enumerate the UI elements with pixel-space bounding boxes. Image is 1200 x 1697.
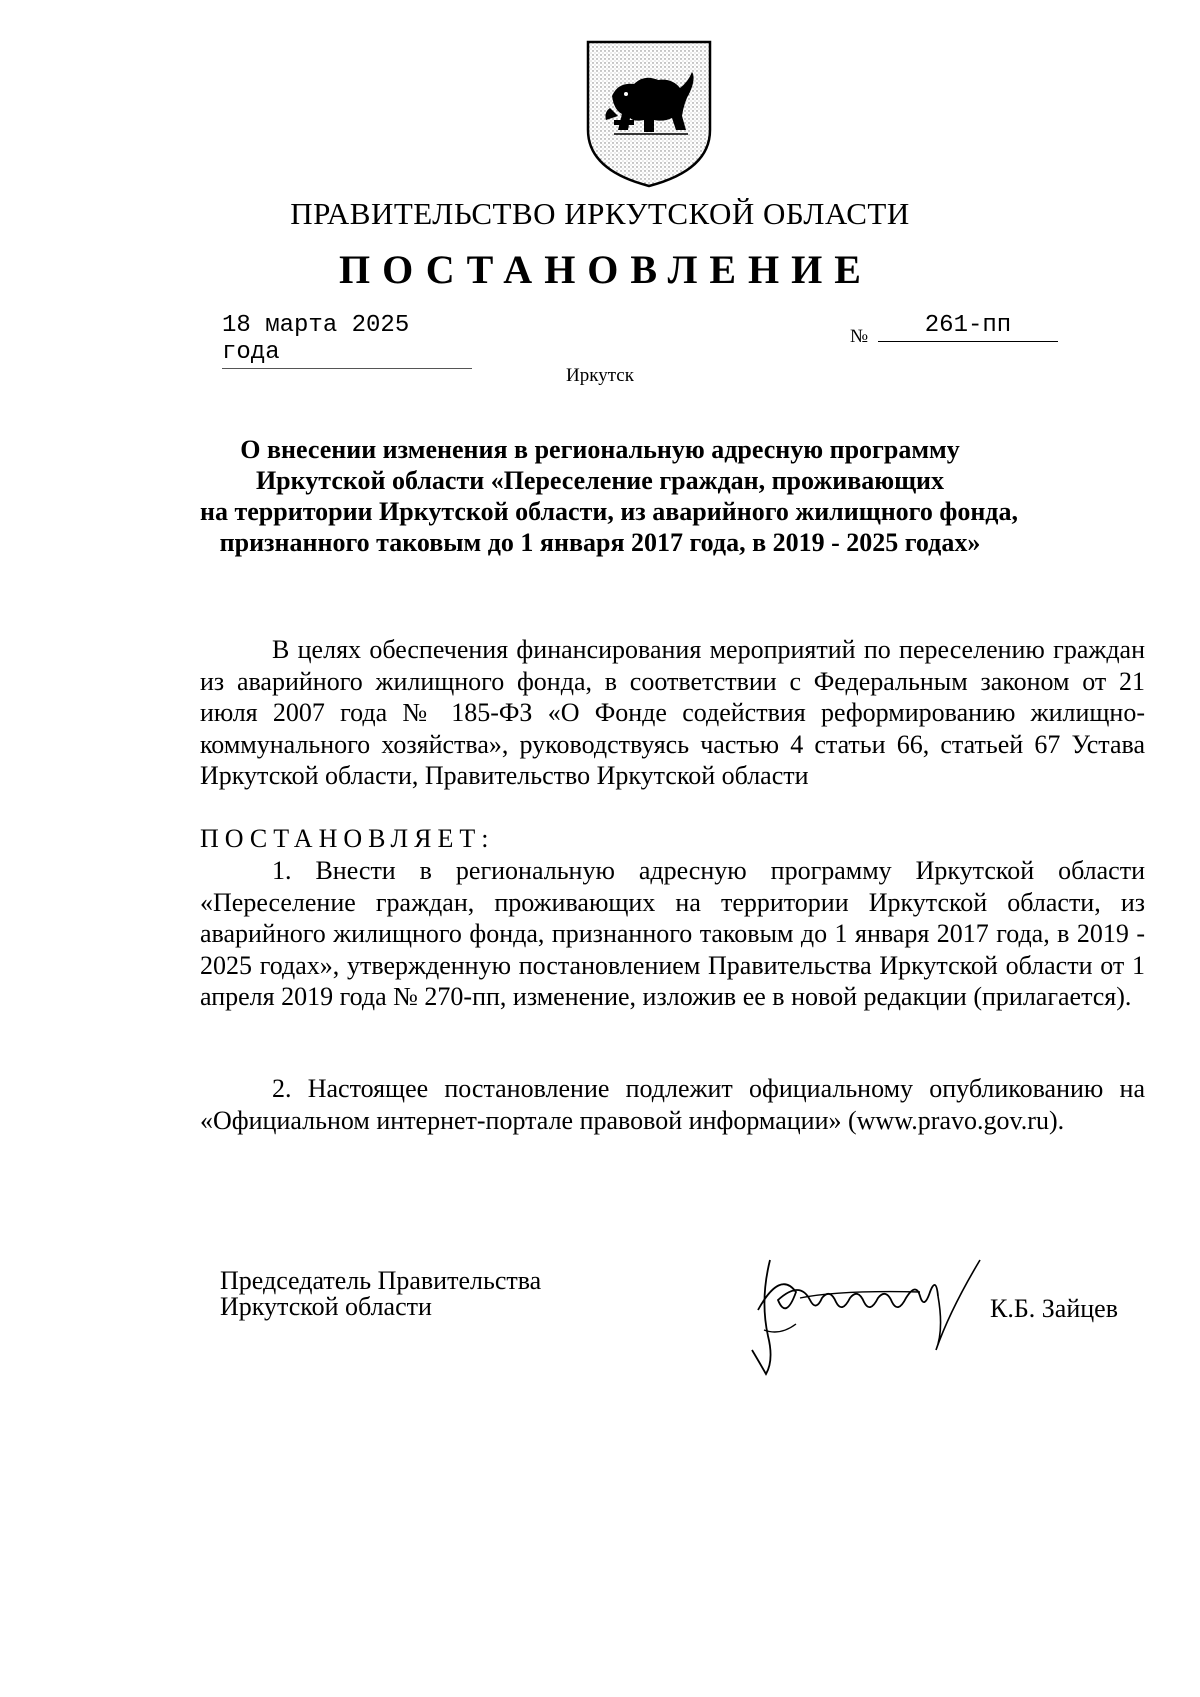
title-line: на территории Иркутской области, из аварийного жилищного фонда,	[200, 497, 1018, 526]
item-2-paragraph: 2. Настоящее постановление подлежит официальному опубликованию на «Официальном интернет-портале правовой информации» (www.pravo.gov.ru).	[200, 1074, 1145, 1135]
signatory-name: К.Б. Зайцев	[990, 1294, 1118, 1323]
signatory-position	[220, 1268, 541, 1320]
irkutsk-coat-of-arms-icon	[584, 38, 714, 190]
title-line: Иркутской области «Переселение граждан, проживающих	[255, 466, 945, 495]
handwritten-signature-icon	[740, 1240, 1010, 1380]
document-date: 18 марта 2025 года	[222, 312, 472, 369]
position-line: Иркутской области	[220, 1292, 432, 1321]
document-city: Иркутск	[566, 365, 634, 386]
resolves-heading: ПОСТАНОВЛЯЕТ:	[200, 824, 495, 853]
preamble-paragraph: В целях обеспечения финансирования мероприятий по переселению граждан из аварийного жилищного фонда, в соответствии с Федеральным законом от 21 июля 2007 года № 185-ФЗ «О Фонде содействия реформированию жилищно-коммунального хозяйства», руководствуясь частью 4 статьи 66, статьей 67 Устава Иркутской области, Правительство Иркутской области	[200, 635, 1145, 790]
document-title	[200, 434, 1018, 558]
item-1-paragraph: 1. Внести в региональную адресную программу Иркутской области «Переселение граждан, проживающих на территории Иркутской области, из аварийного жилищного фонда, признанного таковым до 1 января 2017 года, в 2019 - 2025 годах», утвержденную постановлением Правительства Иркутской области от 1 апреля 2019 года № 270-пп, изменение, изложив ее в новой редакции (прилагается).	[200, 856, 1145, 1011]
document-number: 261-пп	[878, 312, 1058, 342]
position-line: Председатель Правительства	[220, 1266, 542, 1295]
title-line: признанного таковым до 1 января 2017 года, в 2019 - 2025 годах»	[219, 528, 981, 557]
organization-name: ПРАВИТЕЛЬСТВО ИРКУТСКОЙ ОБЛАСТИ	[290, 196, 910, 231]
title-line: О внесении изменения в региональную адресную программу	[240, 435, 960, 464]
document-type: ПОСТАНОВЛЕНИЕ	[339, 247, 873, 292]
number-label: №	[850, 326, 869, 347]
